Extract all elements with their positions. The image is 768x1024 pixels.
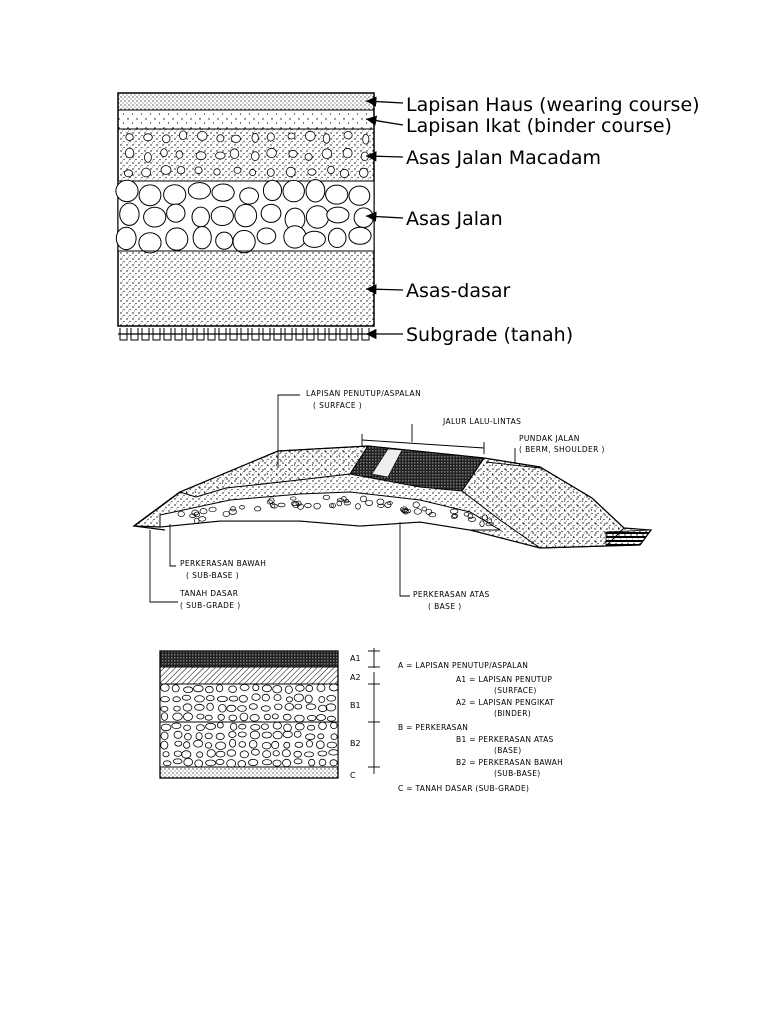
stone <box>177 167 185 174</box>
legend-line: B2 = PERKERASAN BAWAH <box>456 758 564 767</box>
stone <box>288 133 295 139</box>
label-subgrade: TANAH DASAR <box>180 589 239 598</box>
stone <box>252 133 258 142</box>
label-road-base: Asas Jalan <box>406 208 503 230</box>
stone <box>322 149 332 159</box>
label-sub-base: Asas-dasar <box>406 280 511 302</box>
stone <box>323 134 330 144</box>
stone <box>267 169 274 177</box>
stone <box>308 169 316 175</box>
stone <box>216 232 233 249</box>
layer-cross-section-1 <box>116 93 700 346</box>
stone <box>176 151 183 159</box>
road-base-stones <box>116 180 373 253</box>
layer-a2 <box>160 667 338 684</box>
legend-line: A = LAPISAN PENUTUP/ASPALAN <box>398 661 529 670</box>
stone <box>120 203 139 225</box>
stone <box>230 149 239 159</box>
legend <box>398 661 563 793</box>
stone <box>188 183 210 199</box>
stone <box>343 148 352 158</box>
stone <box>125 148 133 158</box>
stone <box>126 134 133 141</box>
dim-label-b2: B2 <box>350 739 361 748</box>
stone <box>231 135 240 142</box>
legend-line: (BASE) <box>494 746 522 755</box>
stone <box>144 207 166 227</box>
stone <box>344 132 352 139</box>
stone <box>166 228 188 250</box>
stone <box>139 185 161 206</box>
stone <box>116 180 138 201</box>
stone <box>233 230 255 252</box>
road-perspective-section <box>134 389 651 611</box>
stone <box>192 207 209 227</box>
legend-line: B1 = PERKERASAN ATAS <box>456 735 554 744</box>
stone <box>212 184 234 201</box>
stone <box>161 166 171 175</box>
label-surface: LAPISAN PENUTUP/ASPALAN <box>306 389 422 398</box>
stone <box>195 167 202 174</box>
legend-line: B = PERKERASAN <box>398 723 469 732</box>
layer-b1 <box>160 684 338 722</box>
stone <box>261 204 281 222</box>
stone <box>196 152 206 160</box>
label-traffic-lane: JALUR LALU-LINTAS <box>443 417 522 426</box>
stone <box>306 206 328 228</box>
dimension-lines <box>368 648 380 774</box>
sub-base-layer <box>118 251 374 326</box>
legend-line: (BINDER) <box>494 709 531 718</box>
layer-b2 <box>160 722 338 767</box>
legend-line: A1 = LAPISAN PENUTUP <box>456 675 553 684</box>
label-subgrade-en: ( SUB-GRADE ) <box>180 601 241 610</box>
stone <box>251 152 259 161</box>
stone <box>167 204 185 222</box>
macadam-base-layer <box>118 129 374 181</box>
stone <box>363 134 369 144</box>
stone <box>305 154 312 161</box>
layer-cross-section-2 <box>160 648 563 793</box>
legend-line: (SURFACE) <box>494 686 537 695</box>
stone <box>240 188 259 204</box>
stone <box>283 180 304 201</box>
stone <box>144 153 151 163</box>
stone <box>214 169 220 175</box>
stone <box>263 180 281 200</box>
leader-line <box>170 524 176 566</box>
stone <box>328 228 346 247</box>
stone <box>179 131 186 140</box>
label-macadam-base: Asas Jalan Macadam <box>406 147 602 169</box>
dim-label-c: C <box>350 771 356 780</box>
legend-line: C = TANAH DASAR (SUB-GRADE) <box>398 784 530 793</box>
label-binder-course: Lapisan Ikat (binder course) <box>406 115 672 137</box>
slope-edge <box>606 530 651 546</box>
stone <box>142 168 151 177</box>
dim-label-b1: B1 <box>350 701 361 710</box>
stone <box>162 135 170 143</box>
stone <box>359 168 368 177</box>
stone <box>161 149 168 157</box>
legend-line: A2 = LAPISAN PENGIKAT <box>456 698 555 707</box>
legend-line: (SUB-BASE) <box>494 769 541 778</box>
stone <box>267 148 277 157</box>
label-sub-base-en: ( SUB-BASE ) <box>186 571 240 580</box>
label-wearing-course: Lapisan Haus (wearing course) <box>406 94 700 116</box>
stone <box>164 185 186 205</box>
subgrade-strip <box>118 328 374 340</box>
stone <box>267 133 274 141</box>
stone <box>250 169 256 175</box>
stone <box>139 233 161 253</box>
stone <box>234 167 241 173</box>
stone <box>349 186 370 205</box>
stone <box>116 227 136 249</box>
label-surface-en: ( SURFACE ) <box>313 401 363 410</box>
stone <box>340 169 348 177</box>
stone <box>235 204 257 226</box>
stone <box>327 207 349 223</box>
dim-label-a2: A2 <box>350 673 361 682</box>
stone <box>286 167 295 177</box>
stone <box>289 150 297 157</box>
stone <box>144 134 153 141</box>
stone <box>216 152 226 159</box>
layer-c <box>160 767 338 778</box>
stone <box>306 180 325 202</box>
stone <box>125 170 133 177</box>
label-base-en: ( BASE ) <box>428 602 462 611</box>
stone <box>326 185 348 204</box>
stone <box>303 231 325 247</box>
stone <box>257 228 276 244</box>
stone <box>328 166 335 174</box>
stone <box>198 131 208 140</box>
leader-line <box>400 522 410 596</box>
label-sub-base: PERKERASAN BAWAH <box>180 559 267 568</box>
stone <box>354 208 373 228</box>
stone <box>193 227 211 249</box>
stone <box>217 135 224 142</box>
binder-course-layer <box>118 110 374 129</box>
dim-label-a1: A1 <box>350 654 361 663</box>
layer-a1 <box>160 651 338 667</box>
label-shoulder-en: ( BERM, SHOULDER ) <box>519 445 605 454</box>
wearing-course-layer <box>118 93 374 110</box>
label-shoulder: PUNDAK JALAN <box>519 434 580 443</box>
stone <box>349 227 371 244</box>
stone <box>211 207 233 226</box>
stone <box>284 226 306 248</box>
stone <box>305 131 315 141</box>
label-subgrade: Subgrade (tanah) <box>406 324 574 346</box>
label-base: PERKERASAN ATAS <box>413 590 490 599</box>
